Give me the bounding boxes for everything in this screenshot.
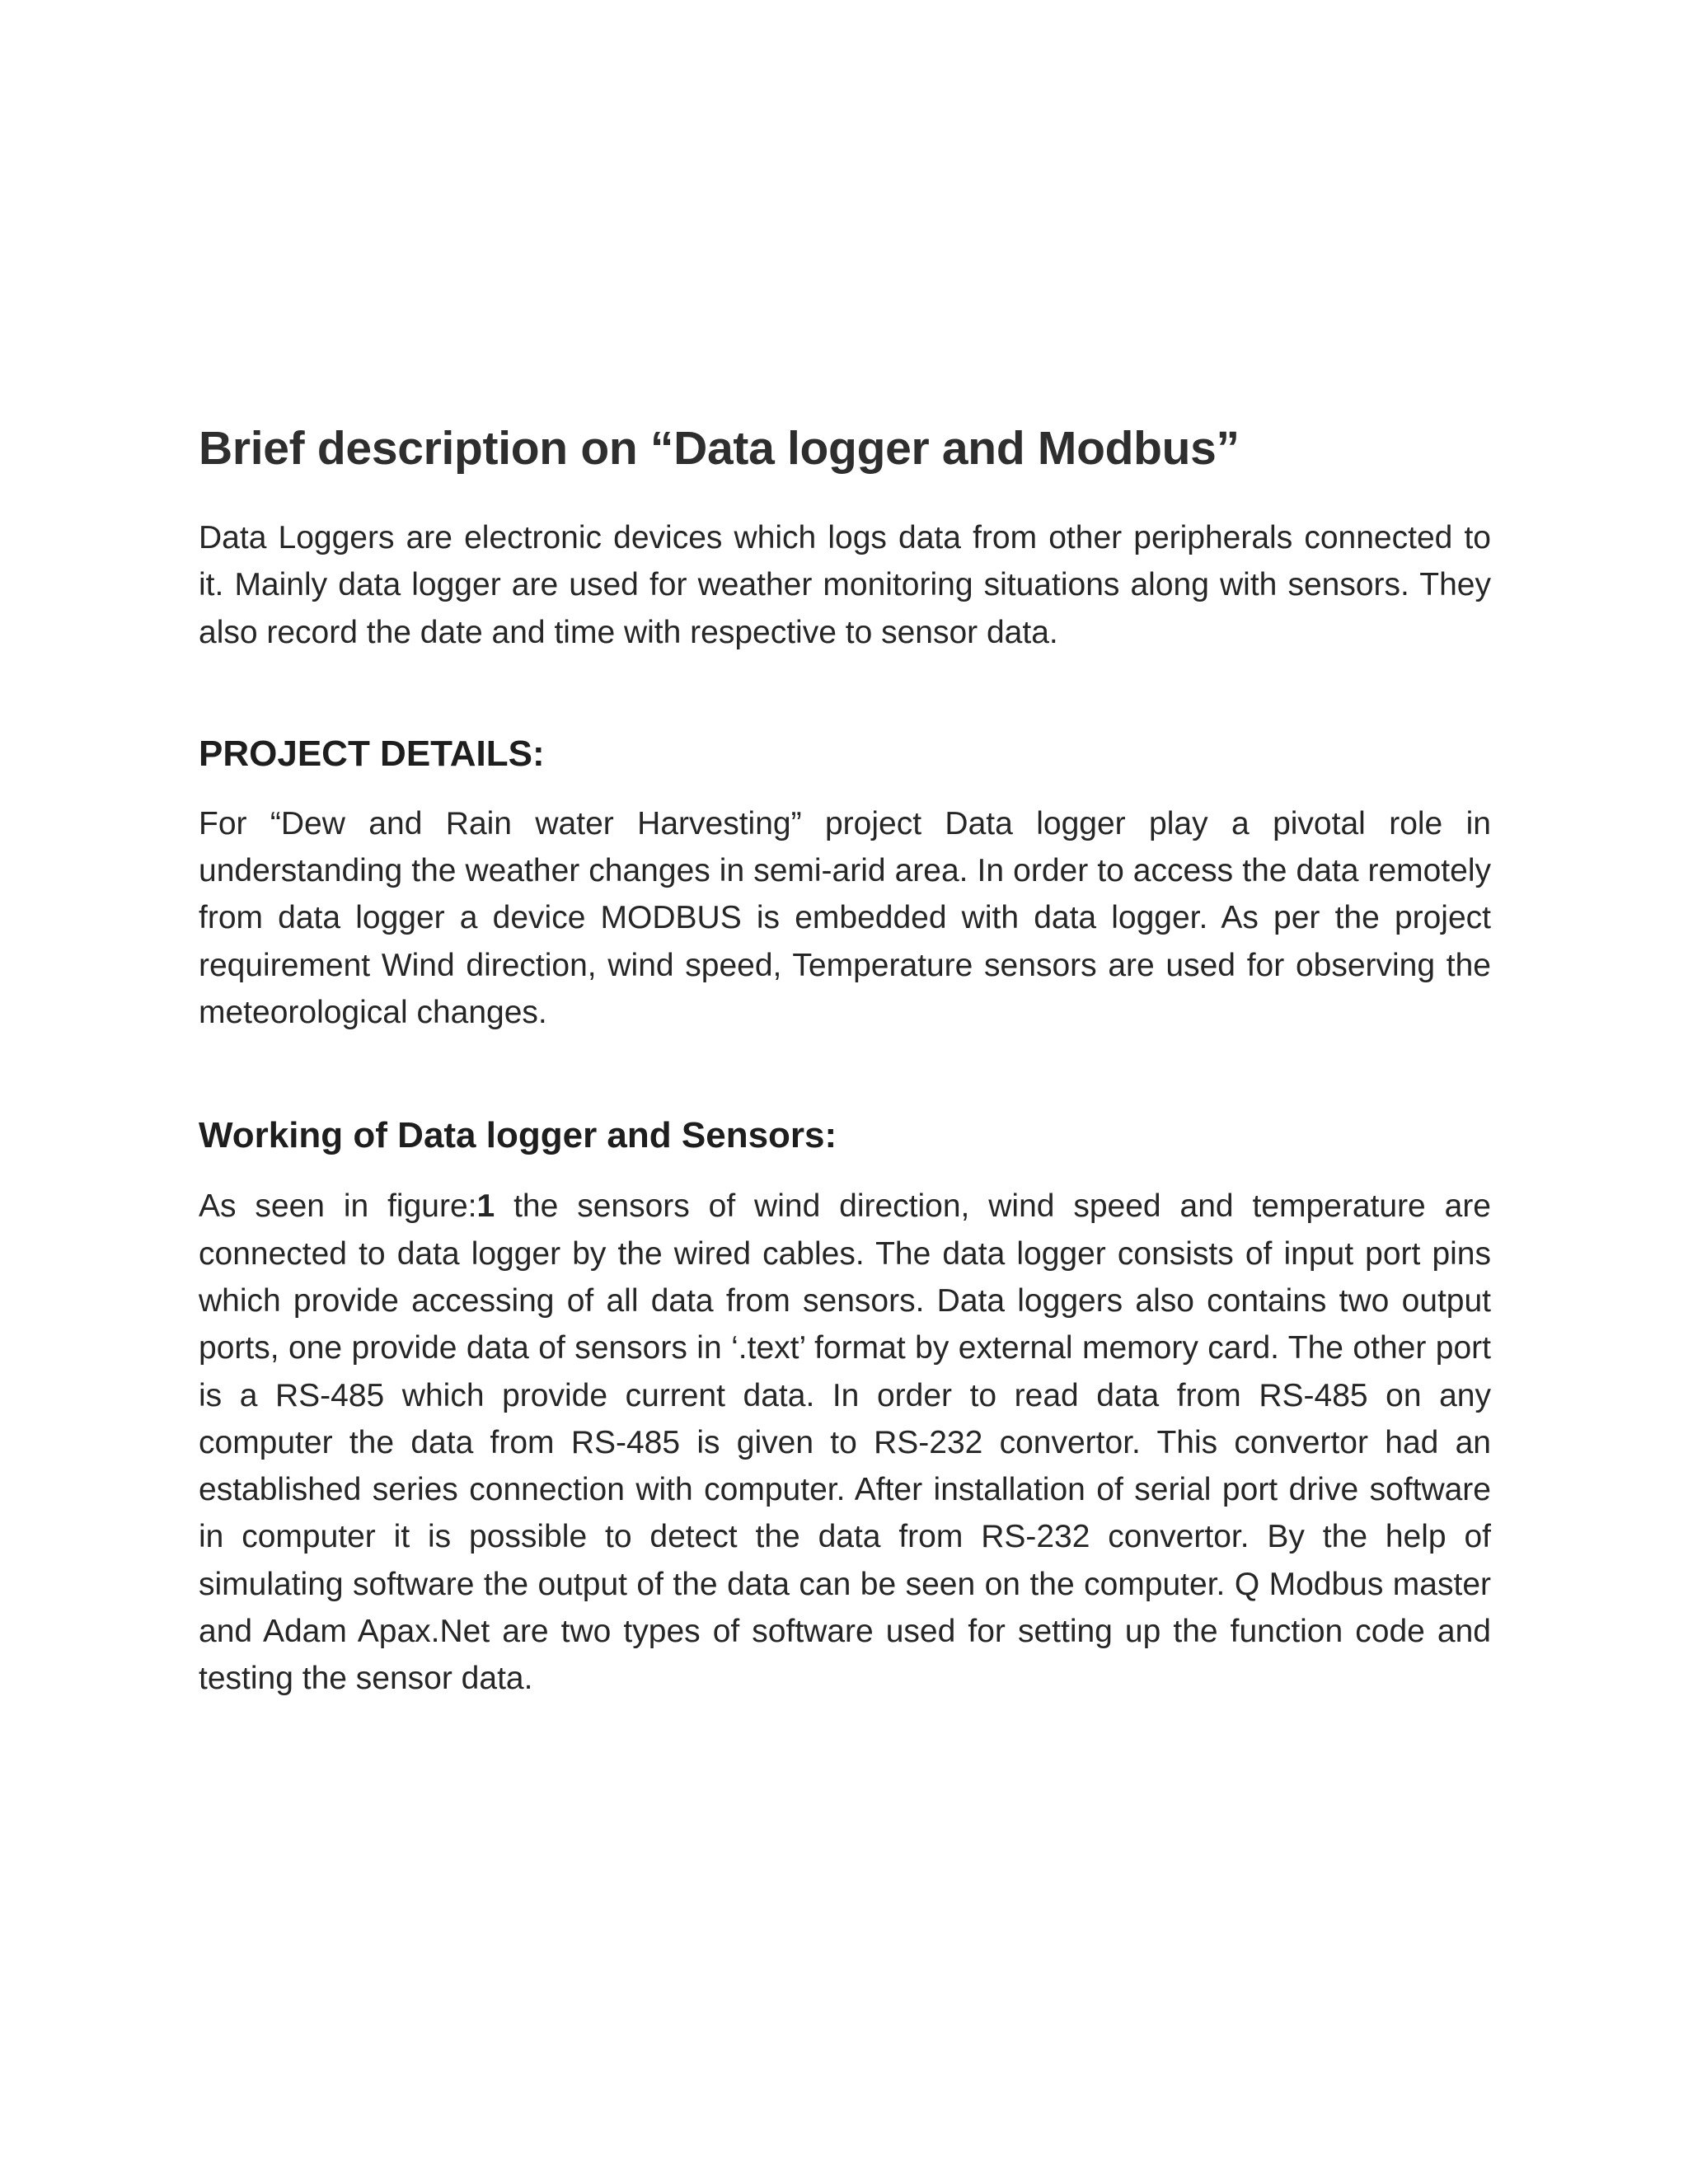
document-title: Brief description on “Data logger and Modbus” <box>199 422 1240 475</box>
working-lead-text: As seen in figure: <box>199 1188 477 1225</box>
working-body-text: the sensors of wind direction, wind speed and temperature are connected to data logger by the wired cables. The data logger consists of input port pins which provide accessing of all data from sensors. Data loggers also contains two output ports, one provide data of sensors in ‘.text’ format by external memory card. The other port is a RS-485 which provide current data. In order to read data from RS-485 on any computer the data from RS-485 is given to RS-232 convertor. This convertor had an established series connection with computer. After installation of serial port drive software in computer it is possible to detect the data from RS-232 convertor. By the help of simulating software the output of the data can be seen on the computer. Q Modbus master and Adam Apax.Net are two types of software used for setting up the function code and testing the sensor data. <box>199 1188 1491 1697</box>
project-details-paragraph: For “Dew and Rain water Harvesting” project Data logger play a pivotal role in understanding the weather changes in semi-arid area. In order to access the data remotely from data logger a device MODBUS is embedded with data logger. As per the project requirement Wind direction, wind speed, Temperature sensors are used for observing the meteorological changes. <box>199 805 1491 1031</box>
figure-reference-number: 1 <box>476 1188 495 1225</box>
document-content <box>199 410 1491 1703</box>
working-paragraph <box>199 1183 1491 1702</box>
intro-paragraph: Data Loggers are electronic devices which logs data from other peripherals connected to it. Mainly data logger are used for weather monitoring situations along with sensors. They also record the date and time with respective to sensor data. <box>199 520 1491 650</box>
working-section-heading: Working of Data logger and Sensors: <box>199 1115 837 1156</box>
project-details-heading: PROJECT DETAILS: <box>199 733 545 774</box>
